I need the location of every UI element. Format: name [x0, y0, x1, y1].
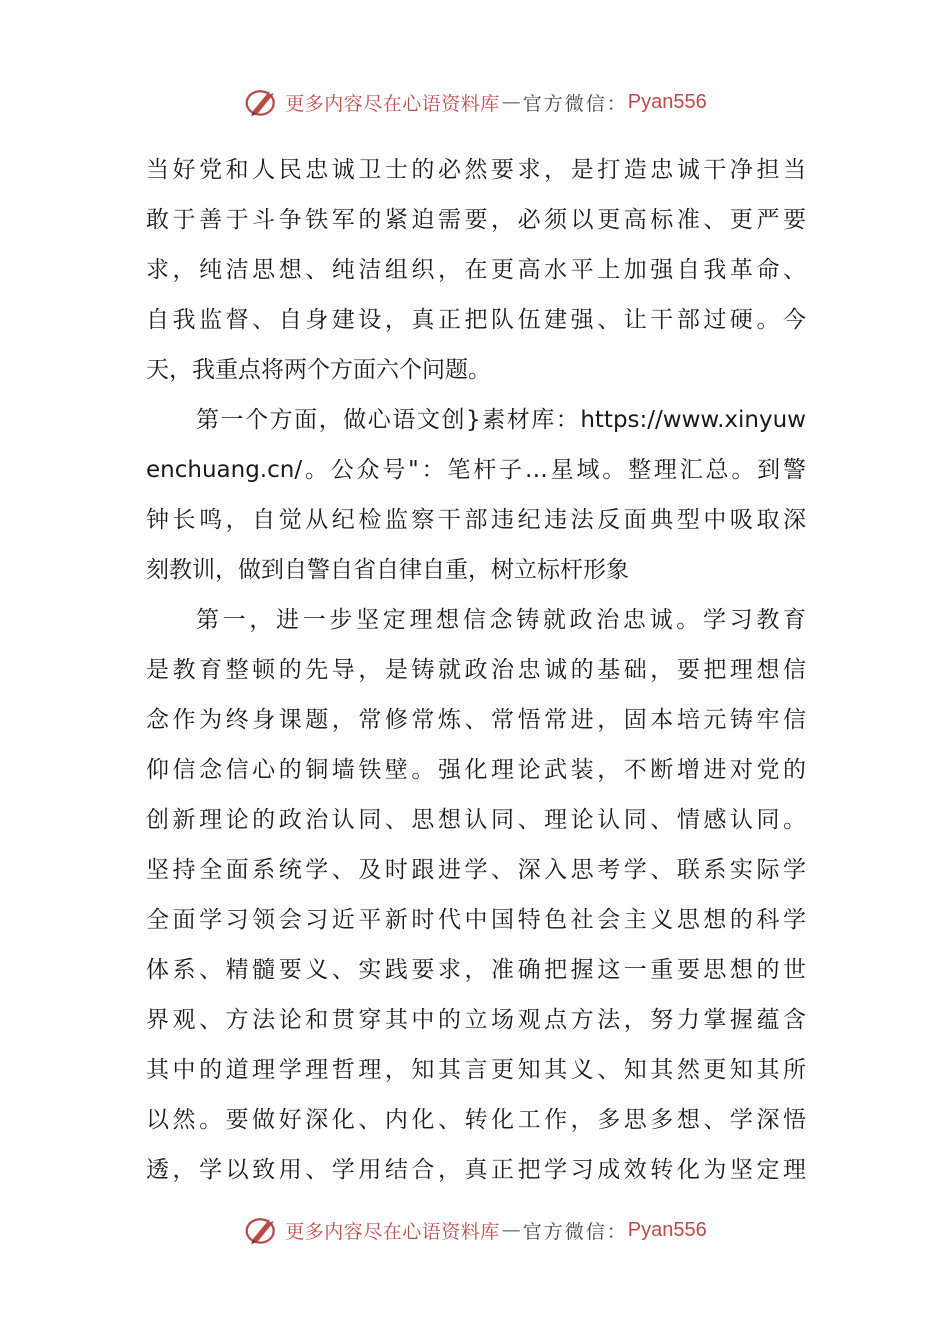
- text-line: 是教育整顿的先导，是铸就政治忠诚的基础，要把理想信: [146, 657, 806, 683]
- paragraph: [146, 145, 806, 395]
- text-line: 刻教训，做到自警自省自律自重，树立标杆形象: [146, 557, 629, 583]
- footer-banner: [0, 1210, 950, 1250]
- text-line: 敢于善于斗争铁军的紧迫需要，必须以更高标准、更严要: [146, 207, 806, 233]
- banner-text: 更多内容尽在心语资料库: [285, 1220, 500, 1243]
- text-line: 天，我重点将两个方面六个问题。: [146, 357, 491, 383]
- text-line: 全面学习领会习近平新时代中国特色社会主义思想的科学: [146, 907, 806, 933]
- paragraph: [146, 595, 806, 1195]
- text-line: enchuang.cn/。公众号"：笔杆子…星域。整理汇总。到警: [146, 457, 806, 483]
- pen-logo-icon: [243, 84, 281, 120]
- text-line: 自我监督、自身建设，真正把队伍建强、让干部过硬。今: [146, 307, 806, 333]
- banner-wechat-id: Pyan556: [627, 1218, 707, 1241]
- banner-official-label: 官方微信：: [522, 1220, 628, 1243]
- text-line: 念作为终身课题，常修常炼、常悟常进，固本培元铸牢信: [146, 707, 806, 733]
- text-line: 求，纯洁思想、纯洁组织，在更高水平上加强自我革命、: [146, 257, 806, 283]
- pen-logo-icon: [243, 1212, 281, 1248]
- text-line: 坚持全面系统学、及时跟进学、深入思考学、联系实际学: [146, 857, 806, 883]
- text-line: 当好党和人民忠诚卫士的必然要求，是打造忠诚干净担当: [146, 157, 806, 183]
- text-line: 钟长鸣，自觉从纪检监察干部违纪违法反面典型中吸取深: [146, 507, 806, 533]
- paragraph: [146, 395, 806, 595]
- banner-dash: —: [501, 1219, 521, 1241]
- banner-official-label: 官方微信：: [522, 92, 628, 115]
- text-line: 界观、方法论和贯穿其中的立场观点方法，努力掌握蕴含: [146, 1007, 806, 1033]
- text-line: 以然。要做好深化、内化、转化工作，多思多想、学深悟: [146, 1107, 806, 1133]
- text-line: 体系、精髓要义、实践要求，准确把握这一重要思想的世: [146, 957, 806, 983]
- header-banner: [0, 82, 950, 122]
- banner-dash: —: [501, 91, 521, 113]
- banner-wechat-id: Pyan556: [627, 90, 707, 113]
- banner-text: 更多内容尽在心语资料库: [285, 92, 500, 115]
- document-body: [146, 145, 806, 1195]
- text-line: 第一，进一步坚定理想信念铸就政治忠诚。学习教育: [196, 607, 806, 633]
- text-line: 创新理论的政治认同、思想认同、理论认同、情感认同。: [146, 807, 806, 833]
- text-line: 其中的道理学理哲理，知其言更知其义、知其然更知其所: [146, 1057, 806, 1083]
- text-line: 仰信念信心的铜墙铁壁。强化理论武装，不断增进对党的: [146, 757, 806, 783]
- text-line: 第一个方面，做心语文创}素材库：https://www.xinyuw: [196, 407, 806, 433]
- text-line: 透，学以致用、学用结合，真正把学习成效转化为坚定理: [146, 1157, 806, 1183]
